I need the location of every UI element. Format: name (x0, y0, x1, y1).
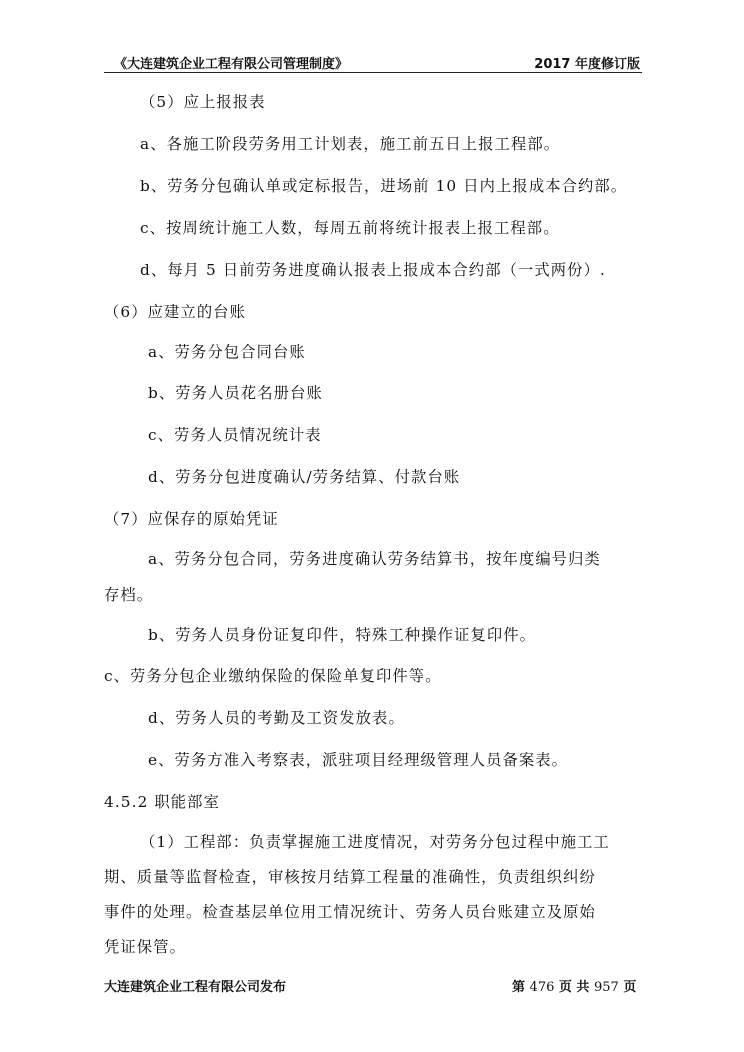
page-mid: 页 共 (558, 980, 590, 995)
section-7-heading: （7）应保存的原始凭证 (104, 510, 279, 528)
document-title: 《大连建筑企业工程有限公司管理制度》 (114, 57, 349, 72)
section-6-heading: （6）应建立的台账 (104, 303, 247, 321)
list-item: b、劳务分包确认单或定标报告，进场前 10 日内上报成本合约部。 (140, 177, 628, 195)
subsection-heading: 4.5.2 职能部室 (104, 793, 220, 811)
current-page: 476 (529, 980, 555, 995)
page-prefix: 第 (512, 980, 526, 995)
list-item: d、劳务分包进度确认/劳务结算、付款台账 (148, 468, 461, 486)
footer-publisher: 大连建筑企业工程有限公司发布 (104, 980, 287, 995)
list-item: c、劳务分包企业缴纳保险的保险单复印件等。 (104, 667, 442, 685)
edition-label: 2017 年度修订版 (534, 57, 640, 72)
section-5-heading: （5）应上报报表 (140, 93, 266, 111)
list-item: a、各施工阶段劳务用工计划表，施工前五日上报工程部。 (140, 135, 561, 153)
paragraph-line: 凭证保管。 (104, 938, 186, 956)
list-item: b、劳务人员身份证复印件，特殊工种操作证复印件。 (148, 626, 537, 644)
page-suffix: 页 (623, 980, 637, 995)
paragraph-line: 事件的处理。检查基层单位用工情况统计、劳务人员台账建立及原始 (104, 903, 596, 921)
total-pages: 957 (593, 980, 619, 995)
list-item-continued: 存档。 (104, 586, 154, 604)
paragraph-line: （1）工程部：负责掌握施工进度情况，对劳务分包过程中施工工 (140, 833, 610, 851)
list-item: e、劳务方准入考察表，派驻项目经理级管理人员备案表。 (148, 751, 569, 769)
list-item: d、劳务人员的考勤及工资发放表。 (148, 709, 405, 727)
list-item: b、劳务人员花名册台账 (148, 384, 323, 402)
list-item: d、每月 5 日前劳务进度确认报表上报成本合约部（一式两份）. (140, 261, 606, 279)
list-item: a、劳务分包合同台账 (148, 343, 306, 361)
page-header (104, 50, 642, 73)
list-item: c、按周统计施工人数，每周五前将统计报表上报工程部。 (140, 219, 560, 237)
paragraph-line: 期、质量等监督检查，审核按月结算工程量的准确性，负责组织纠纷 (104, 868, 596, 886)
list-item: c、劳务人员情况统计表 (148, 426, 322, 444)
list-item: a、劳务分包合同，劳务进度确认劳务结算书，按年度编号归类 (148, 550, 601, 568)
page-number (512, 976, 636, 995)
